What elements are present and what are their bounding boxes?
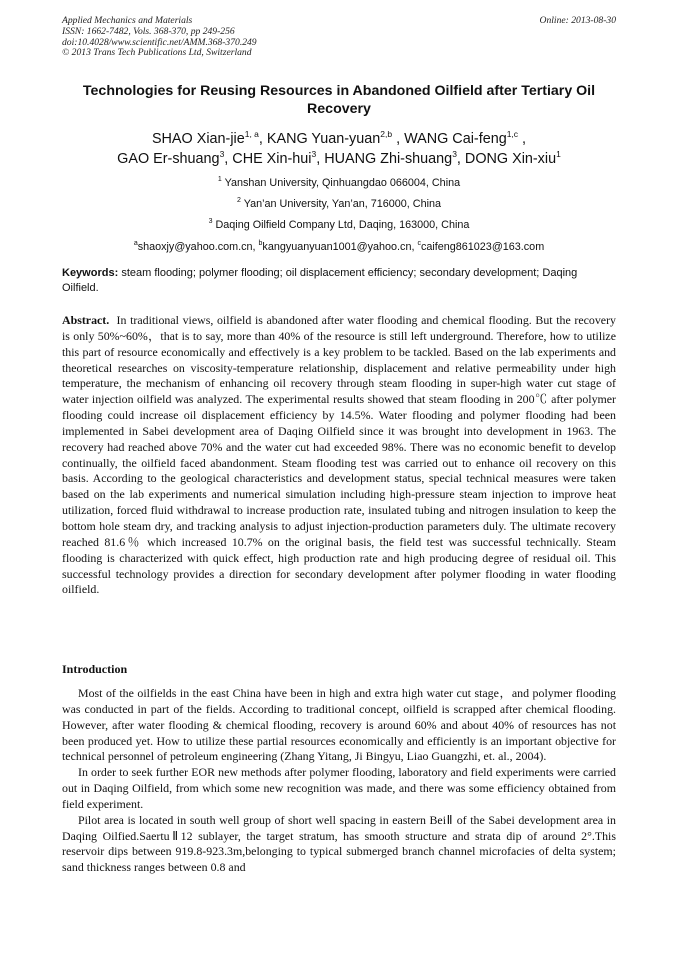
affiliation-sup: 2 (237, 197, 241, 204)
author-name: KANG Yuan-yuan (266, 131, 381, 147)
email-sup: b (258, 240, 263, 247)
author-separator: , (392, 131, 405, 147)
abstract-text: In traditional views, oilfield is abandoned after water flooding and chemical flooding. But the recovery is only 50%~60%，that is to say, more than 40% of the resource is still left underground. Therefore, how to utilize this part of resource economically and effectively is a key problem to be tackled. Based on the lab experiments and theoretical researches on viscosity-temperature relationship, displacement and relative permeability under high temperature, the mechanism of enhancing oil recovery through steam flooding in super-high water cut stage of water injection oilfield was analyzed. The experimental results showed that steam flooding in 200℃ after polymer flooding could increase oil displacement efficiency by 14.5%. Water flooding and polymer flooding had been implemented in Sabei development area of Daqing Oilfield since it was brought into development in 1963. The recovery had reached above 70% and the water cut had exceeded 98%. There was no economic benefit to develop continually, the oilfield faced abandonment. Steam flooding test was carried out to enhance oil recovery on this basis. According to the geological characteristics and development status, special technical measures were taken based on the lab experiments and numerical simulation including high-pressure steam injection to improve heat utilization, forced fluid withdrawal to increase production rate, insulated tubing and nitrogen insulation to keep the bottom hole steam dry, and tracking analysis to adjust injection-production parameters duly. The ultimate recovery reached 81.6％ which increased 10.7% on the original basis, the field test was successful technically. Steam flooding is characterized with quick effect, high production rate and high producing degree of residual oil. This successful technology provides a direction for secondary development after polymer flooding in water flooding oilfield. (62, 313, 616, 597)
author-affil-sup: 3 (452, 149, 457, 159)
author-name: DONG Xin-xiu (464, 151, 557, 167)
affiliation (52, 219, 626, 231)
author-name: WANG Cai-feng (404, 131, 507, 147)
paragraph: Pilot area is located in south well group of short well spacing in eastern BeiⅡ of the Sabei development area in Daqing Oilfied.SaertuⅡ12 sublayer, the target stratum, has smooth structure and strata dip of around 2°.This reservoir dips between 919.8-923.3m,belonging to typical submerged branch channel microfacies of delta system; sand thickness ranges between 0.8 and (62, 812, 616, 875)
abstract-label: Abstract. (62, 313, 110, 327)
affiliation-text: Yanshan University, Qinhuangdao 066004, China (224, 177, 461, 189)
abstract (62, 313, 616, 598)
email-list (52, 241, 626, 253)
paragraph: In order to seek further EOR new methods after polymer flooding, laboratory and field experiments were carried out in Daqing Oilfield, from which some new recognition was made, and there was some efficiency obtained from field experiment. (62, 765, 616, 811)
author-affil-sup: 2,b (380, 129, 393, 139)
author-affil-sup: 1 (556, 149, 561, 159)
affiliation-sup: 3 (208, 218, 213, 225)
email-address[interactable]: shaoxjy@yahoo.com.cn, (137, 241, 259, 253)
copyright-line: © 2013 Trans Tech Publications Ltd, Switzerland (62, 47, 252, 59)
affiliation-text: Yan’an University, Yan’an, 716000, China (243, 198, 441, 210)
email-address[interactable]: kangyuanyuan1001@yahoo.cn, (262, 241, 418, 253)
author-name: CHE Xin-hui (232, 151, 312, 167)
journal-name: Applied Mechanics and Materials (62, 15, 193, 26)
author-separator: , (456, 151, 465, 167)
keywords-text: steam flooding; polymer flooding; oil displacement efficiency; secondary development; Daqing Oilfield. (62, 267, 578, 294)
author-name: SHAO Xian-jie (151, 131, 245, 147)
keywords-label: Keywords: (62, 267, 119, 279)
author-separator: , (316, 151, 325, 167)
author-affil-sup: 3 (311, 149, 317, 159)
author-affil-sup: 1, a (244, 129, 259, 139)
email-sup: c (417, 240, 421, 247)
affiliation-text: Daqing Oilfield Company Ltd, Daqing, 163000, China (215, 219, 470, 231)
author-name: HUANG Zhi-shuang (324, 151, 453, 167)
affiliation-sup: 1 (217, 176, 222, 183)
doi-line: doi:10.4028/www.scientific.net/AMM.368-370.249 (62, 36, 257, 48)
affiliation (52, 198, 626, 210)
author-affil-sup: 1,c (506, 129, 519, 139)
introduction-body (62, 686, 616, 876)
author-separator: , (224, 151, 233, 167)
author-affil-sup: 3 (219, 149, 225, 159)
author-name: GAO Er-shuang (117, 151, 220, 167)
email-sup: a (133, 240, 138, 247)
email-address[interactable]: caifeng861023@163.com (420, 241, 545, 253)
journal-header (62, 16, 257, 59)
affiliation (52, 177, 626, 189)
author-separator: , (518, 131, 527, 147)
keywords (62, 266, 616, 296)
author-list (52, 129, 626, 169)
paragraph: Most of the oilfields in the east China have been in high and extra high water cut stage，and polymer flooding was conducted in part of the fields. According to traditional concept, oilfield is scrapped after chemical flooding. However, after water flooding & chemical flooding, recovery is around 60% and about 40% of resources has not been produced yet. How to utilize these partial resources economically and efficiently is an important objective for technical personnel of petroleum engineering (Zhang Yitang, Ji Bingyu, Liao Guangzhi, et. al., 2004). (62, 686, 616, 764)
section-heading-introduction: Introduction (62, 662, 128, 676)
paper-title: Technologies for Reusing Resources in Abandoned Oilfield after Tertiary Oil Recovery (82, 83, 596, 117)
author-separator: , (258, 131, 267, 147)
issn-line: ISSN: 1662-7482, Vols. 368-370, pp 249-256 (62, 25, 235, 37)
online-date: Online: 2013-08-30 (539, 15, 616, 26)
